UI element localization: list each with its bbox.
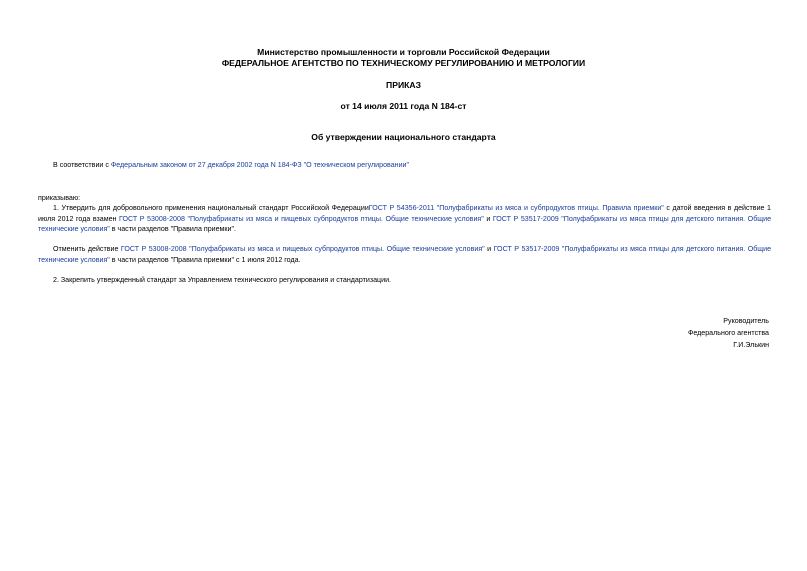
- signatory-organization: Федерального агентства: [687, 329, 769, 337]
- item-1-text-d: в части разделов "Правила приемки".: [109, 225, 236, 233]
- item-1-text-b: с датой введения в действие 1 июля 2012 года взамен: [38, 204, 771, 223]
- signatory-name: Г.И.Элькин: [733, 341, 769, 349]
- signature-block: [688, 315, 769, 351]
- cancel-paragraph: [38, 244, 771, 265]
- signatory-title: Руководитель: [723, 317, 769, 325]
- item-2-paragraph: 2. Закрепить утвержденный стандарт за Управлением технического регулирования и стандартизации.: [53, 276, 392, 284]
- item-1-paragraph: [38, 203, 771, 235]
- cancel-gost-53008-link[interactable]: ГОСТ Р 53008-2008 "Полуфабрикаты из мяса и пищевых субпродуктов птицы. Общие технические условия": [120, 245, 485, 253]
- order-word: приказываю:: [38, 194, 81, 202]
- cancel-text-c: в части разделов "Правила приемки" с 1 июля 2012 года.: [109, 255, 301, 264]
- cancel-text-a: Отменить действие: [53, 245, 121, 253]
- gost-53517-link[interactable]: ГОСТ Р 53517-2009 "Полуфабрикаты из мяса птицы для детского питания. Общие технические условия": [38, 214, 772, 233]
- preamble-prefix: В соответствии с: [53, 161, 111, 169]
- federal-law-link[interactable]: Федеральным законом от 27 декабря 2002 года N 184-ФЗ "О техническом регулировании": [110, 161, 410, 169]
- gost-54356-link[interactable]: ГОСТ Р 54356-2011 "Полуфабрикаты из мяса и субпродуктов птицы. Правила приемки": [368, 204, 664, 212]
- cancel-gost-53517-link[interactable]: ГОСТ Р 53517-2009 "Полуфабрикаты из мяса птицы для детского питания. Общие технические условия": [38, 245, 772, 264]
- agency-name: ФЕДЕРАЛЬНОЕ АГЕНТСТВО ПО ТЕХНИЧЕСКОМУ РЕГУЛИРОВАНИЮ И МЕТРОЛОГИИ: [221, 58, 586, 68]
- ministry-name: Министерство промышленности и торговли Российской Федерации: [257, 47, 550, 57]
- document-subject: Об утверждении национального стандарта: [311, 132, 496, 142]
- document-date: от 14 июля 2011 года N 184-ст: [340, 101, 467, 111]
- gost-53008-link[interactable]: ГОСТ Р 53008-2008 "Полуфабрикаты из мяса и пищевых субпродуктов птицы. Общие технические условия": [119, 214, 484, 223]
- cancel-text-b: и: [484, 245, 494, 253]
- preamble: [53, 160, 409, 170]
- item-1-text-a: 1. Утвердить для добровольного применения национальный стандарт Российской Федерации: [53, 204, 369, 212]
- document-type: ПРИКАЗ: [386, 80, 421, 90]
- item-1-text-c: и: [483, 214, 493, 223]
